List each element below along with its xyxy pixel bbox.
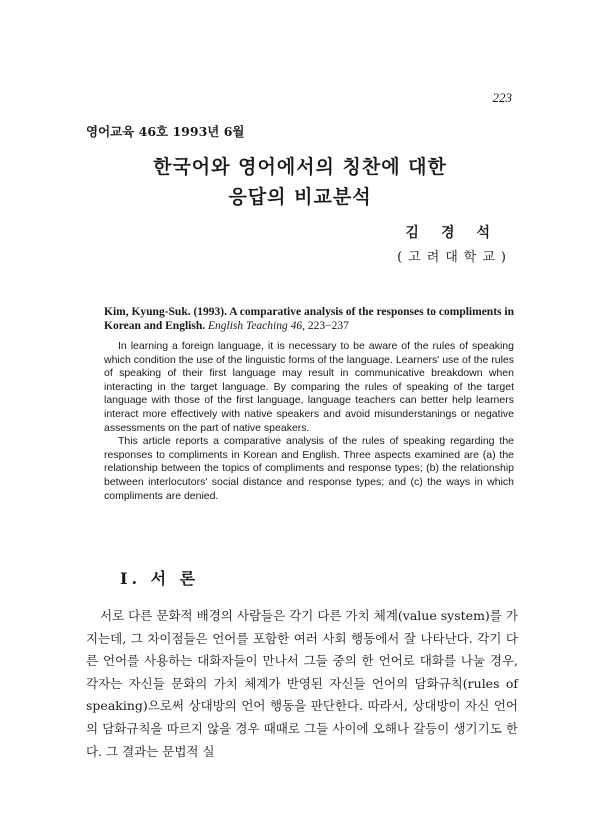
author-affiliation: (고려대학교) <box>397 250 512 265</box>
paper-title <box>0 152 600 212</box>
page-number: 223 <box>492 90 512 105</box>
abstract-paragraph: In learning a foreign language, it is necessary to be aware of the rules of speaking which condition the use of the linguistic forms of the language. Learners' use of the rules of speaking of their first language may result in communicative breakdown when interacting in the target language. By comparing the rules of speaking of the target language with those of the first language, language teachers can better help learners interact more effectively with native speakers and avoid misunderstanings or negative assessments on the part of native speakers. <box>104 340 514 434</box>
abstract-paragraph: This article reports a comparative analysis of the rules of speaking regarding the responses to compliments in Korean and English. Three aspects examined are (a) the relationship between the topics of compliments and response types; (b) the relationship between interlocutors' social distance and response types; and (c) the ways in which compliments are denied. <box>104 435 514 502</box>
title-line-2: 응답의 비교분석 <box>228 186 372 208</box>
journal-info: 영어교육 46호 1993년 6월 <box>86 124 245 139</box>
citation-pages: 223−237 <box>307 320 349 332</box>
citation-reference: Kim, Kyung-Suk. (1993). A comparative analysis of the responses to compliments in Korean and English. <box>104 306 514 332</box>
section-heading: I. 서 론 <box>120 569 200 588</box>
body-paragraph: 서로 다른 문화적 배경의 사람들은 각기 다른 가치 체계(value system)를 가지는데, 그 차이점들은 언어를 포함한 여러 사회 행동에서 잘 나타난다. 각기 다른 언어를 사용하는 대화자들이 만나서 그들 중의 한 언어로 대화를 나눌 경우, 각자는 자신들 문화의 가치 체계가 반영된 자신들 언어의 담화규칙(rules of speaking)으로써 상대방의 언어 행동을 판단한다. 따라서, 상대방이 자신 언어의 담화규칙을 따르지 않을 경우 때때로 그들 사이에 오해나 갈등이 생기기도 한다. 그 결과는 문법적 실 <box>86 608 518 759</box>
title-line-1: 한국어와 영어에서의 칭찬에 대한 <box>153 156 447 178</box>
citation-journal: English Teaching 46, <box>207 320 305 332</box>
citation <box>104 305 514 333</box>
abstract <box>104 340 514 503</box>
author-name: 김경석 <box>405 225 512 241</box>
